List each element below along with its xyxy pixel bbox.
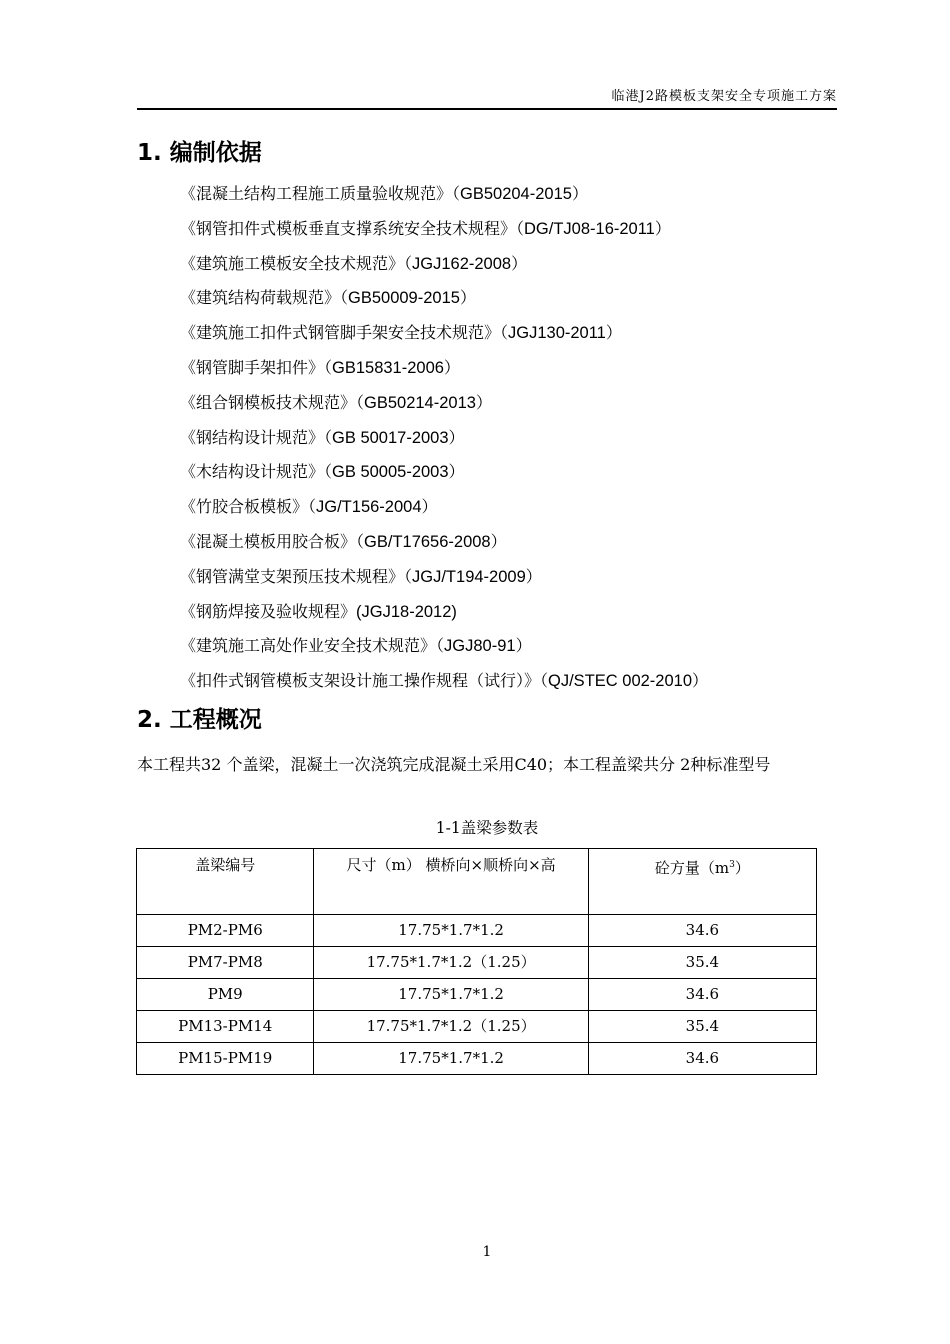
cell-volume: 35.4 (588, 1011, 816, 1043)
reference-close: ） (448, 427, 465, 447)
reference-title: 《组合钢模板技术规范》（ (180, 392, 365, 412)
table-row (137, 1011, 817, 1043)
reference-title: 《钢管扣件式模板垂直支撑系统安全技术规程》（ (180, 218, 525, 238)
reference-item (180, 560, 708, 595)
section-heading-basis: 1. 编制依据 (137, 140, 262, 166)
section-heading-overview: 2. 工程概况 (137, 707, 262, 733)
table-row (137, 979, 817, 1011)
page-number: 1 (482, 1244, 492, 1260)
reference-code: JGJ162-2008 (412, 254, 512, 273)
cell-volume: 35.4 (588, 947, 816, 979)
reference-code: GB 50005-2003 (332, 463, 449, 482)
reference-close: ） (515, 636, 532, 656)
cell-size: 17.75*1.7*1.2 (314, 979, 588, 1011)
page-header (137, 89, 837, 110)
reference-title: 《建筑结构荷载规范》（ (180, 288, 349, 308)
reference-close: ） (571, 184, 588, 203)
reference-title: 《竹胶合板模板》（ (180, 497, 317, 517)
reference-item (180, 247, 708, 282)
cell-beam-id: PM13-PM14 (137, 1011, 314, 1043)
reference-title: 《混凝土模板用胶合板》（ (180, 531, 365, 551)
reference-code: GB50204-2015 (460, 185, 572, 203)
header-volume-sup: 3 (729, 860, 735, 870)
header-volume-close: ） (734, 859, 750, 877)
cell-beam-id: PM2-PM6 (137, 915, 314, 947)
reference-item (180, 177, 708, 212)
reference-title: 《钢管脚手架扣件》（ (180, 357, 333, 377)
reference-item (180, 281, 708, 316)
reference-code: GB15831-2006 (332, 358, 444, 377)
cell-beam-id: PM7-PM8 (137, 947, 314, 979)
reference-close: ） (605, 323, 622, 343)
cell-volume: 34.6 (588, 1043, 816, 1075)
reference-item (180, 351, 708, 386)
table-caption: 1-1盖梁参数表 (435, 819, 539, 837)
reference-item (180, 525, 708, 560)
reference-item (180, 421, 708, 456)
reference-code: QJ/STEC 002-2010 (548, 672, 693, 691)
reference-item (180, 595, 708, 630)
cell-beam-id: PM15-PM19 (137, 1043, 314, 1075)
reference-item (180, 386, 708, 421)
reference-code: GB50009-2015 (348, 289, 460, 308)
reference-code: DG/TJ08-16-2011 (524, 219, 655, 238)
reference-code: GB 50017-2003 (332, 428, 449, 447)
cell-size: 17.75*1.7*1.2（1.25） (314, 1011, 588, 1043)
cap-beam-parameter-table (136, 848, 817, 1075)
reference-close: ） (511, 253, 528, 273)
reference-item (180, 629, 708, 664)
overview-paragraph: 本工程共32 个盖梁，混凝土一次浇筑完成混凝土采用C40；本工程盖梁共分 2种标准型号 (137, 755, 771, 774)
reference-title: 《建筑施工模板安全技术规范》（ (180, 253, 413, 273)
reference-close: ） (490, 531, 507, 551)
reference-close: ） (443, 357, 460, 377)
header-volume-label: 砼方量（m (654, 859, 730, 877)
reference-title: 《建筑施工高处作业安全技术规范》（ (180, 636, 445, 656)
reference-title: 《钢结构设计规范》（ (180, 427, 333, 447)
reference-code: (JGJ18-2012) (356, 602, 457, 621)
cell-size: 17.75*1.7*1.2（1.25） (314, 947, 588, 979)
reference-close: ） (459, 288, 476, 308)
reference-close: ） (475, 392, 492, 412)
table-header-row (137, 849, 817, 915)
reference-title: 《钢管满堂支架预压技术规程》（ (180, 566, 413, 586)
reference-code: GB/T17656-2008 (364, 532, 491, 551)
reference-title: 《扣件式钢管模板支架设计施工操作规程（试行）》（ (180, 671, 549, 691)
reference-title: 《木结构设计规范》（ (180, 462, 333, 482)
cell-volume: 34.6 (588, 915, 816, 947)
reference-code: GB50214-2013 (364, 393, 476, 412)
reference-code: JGJ80-91 (444, 637, 516, 656)
table-row (137, 1043, 817, 1075)
reference-item (180, 490, 708, 525)
reference-item (180, 455, 708, 490)
header-cell-volume (588, 849, 816, 915)
header-cell-size: 尺寸（m） 横桥向×顺桥向×高 (314, 849, 588, 915)
cell-volume: 34.6 (588, 979, 816, 1011)
reference-close: ） (525, 566, 542, 586)
reference-code: JGJ/T194-2009 (412, 567, 526, 586)
reference-close: ） (654, 218, 671, 238)
reference-list (180, 177, 708, 699)
reference-close: ） (421, 497, 438, 517)
reference-item (180, 664, 708, 699)
table-row (137, 915, 817, 947)
table-row (137, 947, 817, 979)
reference-close: ） (448, 462, 465, 482)
reference-close: ） (692, 671, 709, 691)
cell-beam-id: PM9 (137, 979, 314, 1011)
reference-title: 《建筑施工扣件式钢管脚手架安全技术规范》（ (180, 323, 509, 343)
reference-item (180, 316, 708, 351)
cell-size: 17.75*1.7*1.2 (314, 915, 588, 947)
reference-item (180, 212, 708, 247)
reference-title: 《钢筋焊接及验收规程》 (180, 601, 357, 621)
header-cell-id: 盖梁编号 (137, 849, 314, 915)
reference-title: 《混凝土结构工程施工质量验收规范》（ (180, 184, 461, 203)
reference-code: JG/T156-2004 (316, 498, 422, 517)
cell-size: 17.75*1.7*1.2 (314, 1043, 588, 1075)
header-title: 临港J2路模板支架安全专项施工方案 (611, 89, 837, 104)
reference-code: JGJ130-2011 (508, 324, 606, 343)
